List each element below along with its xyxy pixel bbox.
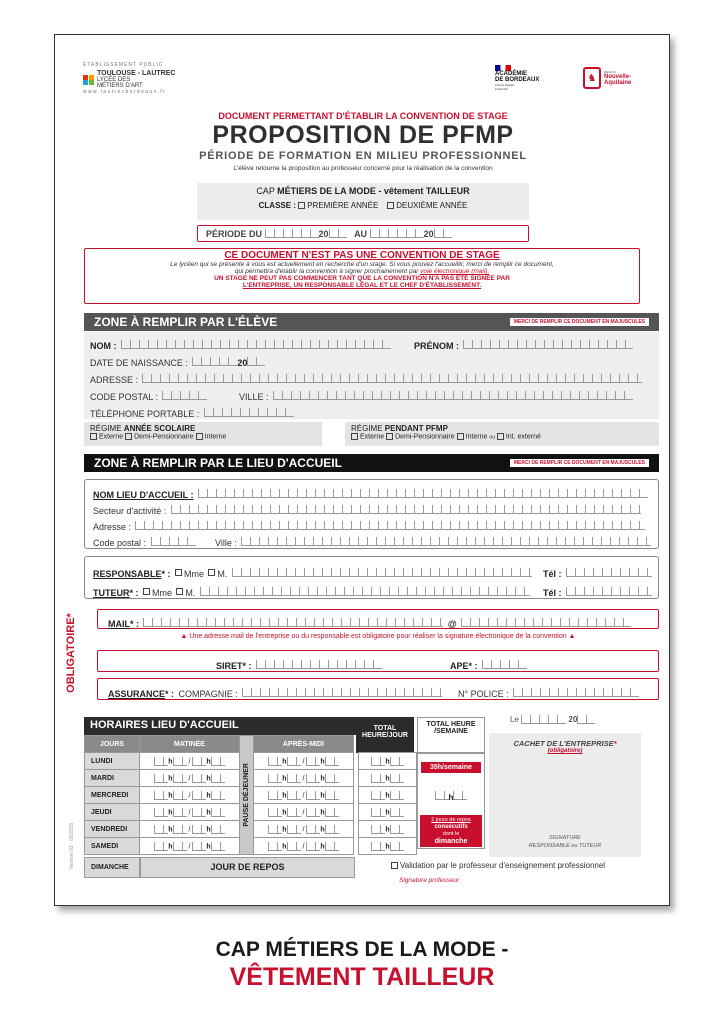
responsable-row: RESPONSABLE* : Mme M.: [93, 564, 532, 582]
lion-icon: ♞: [583, 67, 601, 89]
mail-at: @: [447, 619, 457, 629]
version-label: Version 02 - 09/2025: [69, 822, 75, 869]
day-total-cell[interactable]: h: [359, 804, 417, 821]
student-dob-year-input[interactable]: [247, 357, 265, 366]
pause-column: [240, 736, 254, 855]
footer-line1: CAP MÉTIERS DE LA MODE -: [215, 938, 509, 961]
police-label: N° POLICE :: [458, 689, 509, 699]
tuteur-label: TUTEUR: [93, 588, 130, 598]
cap-prefix: CAP: [256, 186, 275, 196]
warning-title: CE DOCUMENT N'EST PAS UNE CONVENTION DE STAGE: [224, 250, 500, 261]
regime-scolaire-box: [84, 422, 322, 446]
scol-externe-label: Externe: [99, 433, 124, 441]
day-label: VENDREDI: [85, 821, 140, 838]
afternoon-cell[interactable]: h / h: [254, 753, 354, 770]
student-prenom-label: PRÉNOM :: [414, 341, 459, 351]
day-label: SAMEDI: [85, 838, 140, 855]
academie-line2: DE BORDEAUX: [495, 77, 540, 83]
day-total-cell[interactable]: h: [359, 770, 417, 787]
week-total-input-row: [418, 787, 484, 805]
signature-line1: SIGNATURE: [549, 835, 581, 841]
student-band-title: ZONE À REMPLIR PAR L'ÉLÈVE: [94, 315, 278, 329]
title-note: L'élève retourne la proposition au professeur concerné pour la réalisation de la convention: [233, 165, 493, 172]
rest-days-badge: [420, 815, 482, 847]
period-end-year-input[interactable]: [434, 229, 452, 238]
total-day-header: TOTAL HEURE/JOUR: [356, 717, 414, 753]
warning-box: [84, 248, 640, 304]
tuteur-mme-label: Mme: [151, 588, 172, 598]
scol-demi-label: Demi-Pensionnaire: [134, 433, 194, 441]
mail-note-text: Une adresse mail de l'entreprise ou du responsable est obligatoire pour réaliser la signature électronique de la convention: [189, 633, 567, 640]
responsable-mme-label: Mme: [183, 569, 204, 579]
rest-line2: consécutifs: [434, 824, 468, 830]
sign-date-row: [510, 715, 595, 724]
afternoon-cell[interactable]: h / h: [254, 821, 354, 838]
period-to: AU: [354, 228, 368, 239]
class-box: [197, 183, 529, 220]
year2-checkbox[interactable]: [387, 202, 394, 209]
siret-row: SIRET* :: [216, 656, 382, 674]
student-ville-input[interactable]: [273, 391, 633, 400]
student-nom-input[interactable]: [121, 340, 391, 349]
student-zone: [84, 332, 659, 419]
student-band-tag: MERCI DE REMPLIR CE DOCUMENT EN MAJUSCULES: [510, 318, 649, 326]
host-band-title: ZONE À REMPLIR PAR LE LIEU D'ACCUEIL: [94, 456, 342, 470]
morning-cell[interactable]: h / h: [140, 753, 240, 770]
student-dob-row: [90, 353, 265, 371]
rest-line3: dont le: [442, 831, 460, 837]
tuteur-tel-input[interactable]: [566, 587, 652, 596]
period-start-input[interactable]: [265, 229, 319, 238]
validation-checkbox[interactable]: [391, 862, 398, 869]
regime-pfmp-name: PENDANT PFMP: [384, 424, 448, 433]
hours-table-wrap: [84, 735, 417, 855]
siret-frame: [97, 650, 659, 672]
host-band: [84, 454, 659, 472]
col-jours: JOURS: [85, 736, 140, 753]
host-ville-row: [215, 533, 651, 551]
student-cp-input[interactable]: [162, 391, 207, 400]
mail-local-input[interactable]: [143, 618, 443, 627]
school-url: w w w . l a u t r e c b o r d e a u x . f r: [83, 89, 165, 95]
responsable-tel-row: [543, 564, 652, 582]
scol-interne-checkbox[interactable]: [196, 433, 203, 440]
responsable-tel-input[interactable]: [566, 568, 652, 577]
prof-signature: Signature professeur: [399, 877, 460, 884]
afternoon-cell[interactable]: h / h: [254, 838, 354, 855]
host-cp-row: [93, 533, 196, 551]
student-prenom-row: [414, 336, 633, 354]
pfmp-demi-label: Demi-Pensionnaire: [395, 433, 455, 441]
sunday-value: JOUR DE REPOS: [140, 857, 355, 878]
year2-label: DEUXIÈME ANNÉE: [396, 201, 468, 210]
host-cp-label: Code postal :: [93, 538, 147, 548]
pause-label: PAUSE DÉJEUNER: [243, 763, 250, 827]
student-dob-input[interactable]: [192, 357, 237, 366]
scol-interne-label: Interne: [204, 433, 227, 441]
student-adresse-input[interactable]: [142, 374, 642, 383]
warning-line2a: qui permettra d'établir la convention à signer prochainement par: [234, 268, 419, 275]
compagnie-input[interactable]: [242, 688, 442, 697]
sunday-label: DIMANCHE: [84, 857, 140, 878]
pfmp-int-externe-checkbox[interactable]: [497, 433, 504, 440]
responsable-m-label: M.: [217, 569, 228, 579]
morning-cell[interactable]: h / h: [140, 838, 240, 855]
afternoon-cell[interactable]: h / h: [254, 804, 354, 821]
week-total-hours-input[interactable]: [435, 791, 449, 800]
student-adresse-label: ADRESSE :: [90, 375, 139, 385]
compagnie-label: COMPAGNIE :: [178, 689, 238, 699]
host-ville-input[interactable]: [241, 537, 651, 546]
school-logo: [83, 62, 193, 95]
tuteur-tel-row: [543, 583, 652, 601]
student-cp-label: CODE POSTAL :: [90, 392, 159, 402]
pfmp-externe-checkbox[interactable]: [351, 433, 358, 440]
hours-table: [84, 735, 417, 855]
pfmp-int-externe-label: Int. externé: [505, 433, 541, 441]
afternoon-cell[interactable]: h / h: [254, 787, 354, 804]
responsable-input[interactable]: [232, 568, 532, 577]
hours-band: HORAIRES LIEU D'ACCUEIL: [84, 717, 356, 735]
week-total-h: h: [448, 793, 454, 802]
host-nom-input[interactable]: [198, 489, 648, 498]
host-band-tag: MERCI DE REMPLIR CE DOCUMENT EN MAJUSCULES: [510, 459, 649, 467]
host-adresse-input[interactable]: [135, 521, 645, 530]
contacts-frame: [84, 556, 659, 599]
afternoon-cell[interactable]: h / h: [254, 770, 354, 787]
sign-date-label: Le: [510, 715, 519, 724]
validation-row: [391, 861, 605, 870]
student-cp-row: [90, 387, 207, 405]
day-label: JEUDI: [85, 804, 140, 821]
day-label: MERCREDI: [85, 787, 140, 804]
company-stamp-box[interactable]: [489, 733, 641, 857]
scol-externe-checkbox[interactable]: [90, 433, 97, 440]
period-box: [197, 225, 529, 242]
doc-purpose: DOCUMENT PERMETTANT D'ÉTABLIR LA CONVENTION DE STAGE: [218, 111, 508, 121]
tuteur-input[interactable]: [200, 587, 530, 596]
regime-scolaire-prefix: RÉGIME: [90, 424, 122, 433]
school-type: ÉTABLISSEMENT PUBLIC: [83, 62, 164, 68]
sign-date-year-input[interactable]: [577, 715, 595, 724]
obligatoire-label: OBLIGATOIRE*: [65, 613, 77, 693]
day-label: MARDI: [85, 770, 140, 787]
responsable-mme-checkbox[interactable]: [175, 569, 182, 576]
student-adresse-row: [90, 370, 642, 388]
ape-label: APE: [450, 661, 469, 671]
scol-demi-checkbox[interactable]: [125, 433, 132, 440]
tuteur-m-label: M.: [185, 588, 196, 598]
period-end-input[interactable]: [370, 229, 424, 238]
school-logo-mark: [83, 75, 97, 85]
student-ville-row: [239, 387, 633, 405]
student-tel-input[interactable]: [204, 408, 294, 417]
student-prenom-input[interactable]: [463, 340, 633, 349]
week-total-area: [417, 753, 485, 849]
host-nom-label: NOM LIEU D'ACCUEIL :: [93, 490, 194, 500]
classe-line: [197, 201, 529, 210]
ape-input[interactable]: [482, 660, 527, 669]
mail-frame: [97, 609, 659, 629]
page-subtitle: PÉRIODE DE FORMATION EN MILIEU PROFESSIONNEL: [199, 150, 527, 162]
police-input[interactable]: [513, 688, 639, 697]
host-ville-label: Ville :: [215, 538, 237, 548]
tuteur-tel-label: Tél :: [543, 588, 562, 598]
period-start-year: 20: [318, 228, 329, 239]
academie-line1: ACADÉMIE: [495, 71, 528, 77]
validation-label: Validation par le professeur d'enseignement professionnel: [400, 861, 606, 870]
host-cp-input[interactable]: [151, 537, 196, 546]
pfmp-interne-label: Interne: [465, 433, 488, 441]
regime-pfmp-options: [351, 433, 653, 440]
school-name: TOULOUSE - LAUTREC: [97, 70, 176, 77]
total-week-header: TOTAL HEURE /SEMAINE: [417, 717, 485, 753]
year1-label: PREMIÈRE ANNÉE: [307, 201, 379, 210]
warning-line4: L'ENTREPRISE, UN RESPONSABLE LÉGAL ET LE CHEF D'ÉTABLISSEMENT.: [242, 282, 482, 289]
stamp-sub: (obligatoire): [547, 748, 583, 754]
day-total-cell[interactable]: h: [359, 787, 417, 804]
mail-label: MAIL: [108, 619, 130, 629]
page-title: PROPOSITION DE PFMP: [212, 121, 514, 149]
assurance-label: ASSURANCE: [108, 689, 166, 699]
warning-line2: [85, 268, 639, 275]
obligatoire-side: [64, 607, 78, 699]
student-nom-label: NOM :: [90, 341, 117, 351]
host-secteur-label: Secteur d'activité :: [93, 506, 167, 516]
day-total-cell[interactable]: h: [359, 821, 417, 838]
form-sheet: [54, 34, 670, 906]
sign-date-input[interactable]: [521, 715, 566, 724]
responsable-tel-label: Tél :: [543, 569, 562, 579]
siret-label: SIRET: [216, 661, 243, 671]
police-row: [458, 684, 639, 702]
region-name1: Nouvelle-: [604, 74, 632, 80]
regime-pfmp-title: [351, 424, 653, 433]
col-apres-midi: APRÈS-MIDI: [254, 736, 354, 753]
student-tel-row: [90, 404, 294, 422]
pfmp-externe-label: Externe: [360, 433, 385, 441]
rest-line1: 2 jours de repos: [431, 817, 471, 823]
morning-cell[interactable]: h / h: [140, 821, 240, 838]
siret-input[interactable]: [256, 660, 382, 669]
period-end-year: 20: [423, 228, 434, 239]
pfmp-demi-checkbox[interactable]: [386, 433, 393, 440]
student-band: [84, 313, 659, 331]
col-matinee: MATINÉE: [140, 736, 240, 753]
morning-cell[interactable]: h / h: [140, 787, 240, 804]
responsable-m-checkbox[interactable]: [208, 569, 215, 576]
student-ville-label: VILLE :: [239, 392, 269, 402]
footer-line2: VÊTEMENT TAILLEUR: [229, 963, 495, 991]
pfmp-interne-checkbox[interactable]: [457, 433, 464, 440]
stamp-title: CACHET DE L'ENTREPRISE*: [513, 739, 617, 748]
day-total-cell[interactable]: h: [359, 753, 417, 770]
warning-line3: UN STAGE NE PEUT PAS COMMENCER TANT QUE LA CONVENTION N'A PAS ÉTÉ SIGNÉE PAR: [214, 275, 510, 282]
academie-logo: [495, 65, 555, 91]
school-sub2: MÉTIERS D'ART: [97, 83, 143, 89]
region-logo: [583, 67, 631, 89]
host-adresse-label: Adresse :: [93, 522, 132, 532]
signature-line2: RESPONSABLE ou TUTEUR: [528, 843, 602, 849]
pfmp-ou: ou: [489, 434, 495, 441]
mail-row: MAIL* : @: [108, 614, 631, 632]
region-small: RÉGION: [604, 70, 616, 74]
region-name2: Aquitaine: [604, 80, 632, 86]
assurance-frame: [97, 678, 659, 700]
warning-line1: Le lycéen qui se présente à vous est actuellement en recherche d'un stage. Si vous pouvez l'accueillir, merci de remplir ce document,: [170, 261, 554, 268]
tuteur-m-checkbox[interactable]: [176, 588, 183, 595]
regime-scolaire-options: [90, 433, 316, 440]
day-total-cell[interactable]: h: [359, 838, 417, 855]
student-nom-row: [90, 336, 391, 354]
year1-checkbox[interactable]: [298, 202, 305, 209]
student-tel-label: TÉLÉPHONE PORTABLE :: [90, 409, 200, 419]
regime-pfmp-prefix: RÉGIME: [351, 424, 383, 433]
week-hours-badge: 35h/semaine: [421, 762, 481, 773]
morning-cell[interactable]: h / h: [140, 770, 240, 787]
regime-pfmp-box: [345, 422, 659, 446]
academie-motto: Liberté Égalité Fraternité: [495, 83, 515, 91]
cap-name: MÉTIERS DE LA MODE - vêtement TAILLEUR: [277, 186, 470, 196]
regime-scolaire-name: ANNÉE SCOLAIRE: [123, 424, 196, 433]
tuteur-mme-checkbox[interactable]: [143, 588, 150, 595]
mail-domain-input[interactable]: [461, 618, 631, 627]
host-info-frame: [84, 479, 659, 549]
period-start-year-input[interactable]: [329, 229, 347, 238]
tuteur-row: TUTEUR* : Mme M.: [93, 583, 530, 601]
mail-note: ▲ Une adresse mail de l'entreprise ou du responsable est obligatoire pour réaliser la signature électronique de la convention ▲: [180, 633, 576, 640]
classe-label: CLASSE :: [258, 201, 296, 210]
school-sub1: LYCÉE DES: [97, 77, 131, 83]
host-secteur-input[interactable]: [171, 505, 641, 514]
ape-row: APE* :: [450, 656, 527, 674]
warning-line2b: voie électronique (mail).: [420, 268, 490, 275]
sign-date-year: 20: [568, 715, 578, 724]
stamp-title-text: CACHET DE L'ENTREPRISE: [513, 739, 614, 748]
rest-line4: dimanche: [434, 838, 468, 845]
period-label: PÉRIODE DU: [206, 228, 263, 239]
morning-cell[interactable]: h / h: [140, 804, 240, 821]
regime-scolaire-title: [90, 424, 316, 433]
week-total-min-input[interactable]: [453, 791, 467, 800]
student-dob-year: 20: [237, 358, 248, 368]
responsable-label: RESPONSABLE: [93, 569, 162, 579]
cap-line: [197, 186, 529, 196]
day-label: LUNDI: [85, 753, 140, 770]
assurance-row: ASSURANCE* : COMPAGNIE :: [108, 684, 442, 702]
student-dob-label: DATE DE NAISSANCE :: [90, 358, 188, 368]
